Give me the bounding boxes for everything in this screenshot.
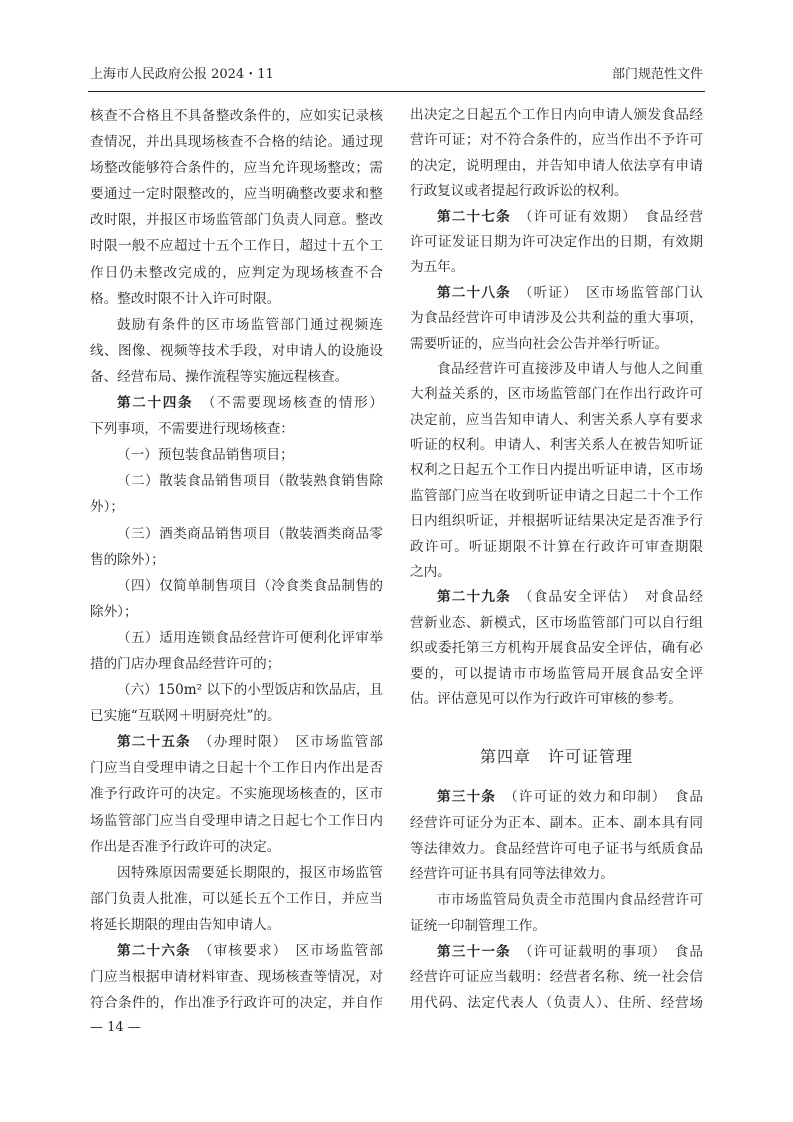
- line-text: （不需要现场核查的情形）: [193, 395, 383, 412]
- article-paragraph: [90, 938, 383, 1016]
- line-text: 场监管部门应当自受理申请之日起七个工作日内: [90, 812, 383, 829]
- line-text: 估。评估意见可以作为行政许可审核的参考。: [410, 690, 682, 707]
- line-text: 部门负责人批准，可以延长五个工作日，并应当: [90, 890, 383, 907]
- text-line: [90, 390, 383, 416]
- text-line: [410, 837, 703, 863]
- text-line: [410, 458, 703, 483]
- line-text: （听证） 区市场监管部门认: [510, 284, 703, 301]
- line-text: 需要听证的，应当向社会公告并举行听证。: [410, 335, 669, 352]
- line-text: 的决定，说明理由，并告知申请人依法享有申请: [410, 157, 703, 174]
- text-line: [90, 260, 383, 286]
- text-line: [90, 651, 383, 677]
- paragraph: [90, 312, 383, 390]
- line-text: （二）散装食品销售项目（散装熟食销售除: [117, 473, 383, 490]
- text-line: [410, 888, 703, 914]
- line-text: 备、经营布局、操作流程等实施远程核查。: [90, 368, 349, 385]
- text-line: [90, 625, 383, 651]
- line-text: 监管部门应当在收到听证申请之日起二十个工作: [410, 487, 703, 504]
- line-text: 要的，可以提请市市场监管局开展食品安全评: [410, 665, 703, 682]
- paragraph: [90, 521, 383, 573]
- line-text: 已实施“互联网＋明厨亮灶”的。: [90, 708, 281, 725]
- line-text: 经营许可证书具有同等法律效力。: [410, 866, 614, 883]
- line-text: 营新业态、新模式，区市场监管部门可以自行组: [410, 614, 703, 631]
- article-number: 第二十八条: [437, 284, 511, 301]
- line-text: 鼓励有条件的区市场监管部门通过视频连: [117, 316, 383, 333]
- paragraph: [90, 468, 383, 520]
- line-text: 下列事项，不需要进行现场核查：: [90, 421, 294, 438]
- article-paragraph: [410, 940, 703, 1017]
- line-text: 食品经营许可直接涉及申请人与他人之间重: [437, 360, 703, 377]
- line-text: 证统一印制管理工作。: [410, 917, 546, 934]
- line-text: （食品安全评估） 对食品经: [510, 589, 703, 606]
- paragraph: [90, 625, 383, 677]
- text-line: [410, 281, 703, 306]
- text-line: [90, 703, 383, 729]
- text-line: [90, 964, 383, 990]
- line-text: 为五年。: [410, 259, 465, 276]
- line-text: 许可证发证日期为许可决定作出的日期，有效期: [410, 233, 703, 250]
- text-line: [410, 357, 703, 382]
- text-line: [90, 494, 383, 520]
- article-paragraph: [90, 390, 383, 442]
- article-paragraph: [410, 585, 703, 712]
- article-paragraph: [410, 205, 703, 281]
- article-number: 第二十七条: [437, 208, 511, 225]
- line-text: 查情况，并出具现场核查不合格的结论。通过现: [90, 134, 383, 151]
- text-line: [90, 547, 383, 573]
- article-number: 第二十四条: [117, 395, 194, 412]
- line-text: （一）预包装食品销售项目；: [117, 447, 294, 464]
- text-line: [90, 938, 383, 964]
- right-column-top: [410, 103, 703, 712]
- line-text: 作出是否准予行政许可的决定。: [90, 838, 281, 855]
- line-text: （六）150m² 以下的小型饭店和饮品店，且: [117, 682, 383, 699]
- paragraph: [90, 860, 383, 938]
- text-line: [90, 912, 383, 938]
- text-line: [90, 103, 383, 129]
- text-line: [90, 808, 383, 834]
- text-line: [410, 785, 703, 811]
- line-text: 场整改能够符合条件的，应当允许现场整改；需: [90, 160, 383, 177]
- text-line: [410, 154, 703, 179]
- text-line: [410, 433, 703, 458]
- line-text: 织或委托第三方机构开展食品安全评估，确有必: [410, 640, 703, 657]
- text-line: [90, 729, 383, 755]
- text-line: [90, 990, 383, 1016]
- line-text: 日内组织听证，并根据听证结果决定是否准予行: [410, 513, 703, 530]
- line-text: 之内。: [410, 564, 451, 581]
- line-text: 要通过一定时限整改的，应当明确整改要求和整: [90, 186, 383, 203]
- line-text: 市市场监管局负责全市范围内食品经营许可: [437, 892, 703, 908]
- line-text: （许可证载明的事项） 食品: [510, 943, 703, 960]
- line-text: 除外）；: [90, 603, 138, 620]
- line-text: 措的门店办理食品经营许可的；: [90, 655, 281, 672]
- text-line: [410, 965, 703, 991]
- publication-header: 上海市人民政府公报 2024・11: [90, 67, 274, 82]
- text-line: [410, 484, 703, 509]
- text-line: [90, 834, 383, 860]
- text-line: [90, 312, 383, 338]
- line-text: 核查不合格且不具备整改条件的，应如实记录核: [90, 108, 383, 124]
- paragraph: [410, 357, 703, 586]
- line-text: （五）适用连锁食品经营许可便利化评审举: [117, 629, 383, 646]
- line-text: （四）仅简单制售项目（冷食类食品制售的: [117, 577, 383, 594]
- paragraph: [410, 103, 703, 205]
- paragraph: [90, 103, 383, 312]
- text-line: [90, 155, 383, 181]
- text-line: [90, 207, 383, 233]
- text-line: [90, 886, 383, 912]
- article-paragraph: [410, 281, 703, 357]
- text-line: [90, 129, 383, 155]
- line-text: 改时限，并报区市场监管部门负责人同意。整改: [90, 212, 383, 229]
- text-line: [410, 636, 703, 661]
- text-line: [410, 535, 703, 560]
- line-text: 用代码、法定代表人（负责人）、住所、经营场: [410, 995, 703, 1011]
- line-text: 将延长期限的理由告知申请人。: [90, 916, 281, 933]
- line-text: 行政复议或者提起行政诉讼的权利。: [410, 183, 628, 200]
- article-number: 第三十条: [437, 789, 497, 805]
- text-line: [410, 230, 703, 255]
- section-header: 部门规范性文件: [611, 67, 703, 82]
- text-line: [410, 687, 703, 712]
- chapter-heading: 第四章 许可证管理: [479, 747, 633, 766]
- text-line: [90, 755, 383, 781]
- line-text: 准予行政许可的决定。不实施现场核查的，区市: [90, 786, 383, 803]
- text-line: [90, 338, 383, 364]
- text-line: [410, 382, 703, 407]
- line-text: 决定前，应当告知申请人、利害关系人享有要求: [410, 411, 703, 428]
- article-number: 第二十九条: [437, 589, 511, 606]
- line-text: 时限一般不应超过十五个工作日，超过十五个工: [90, 238, 383, 255]
- text-line: [410, 560, 703, 585]
- paragraph: [90, 442, 383, 468]
- article-number: 第三十一条: [437, 943, 511, 960]
- text-line: [410, 509, 703, 534]
- line-text: （许可证有效期） 食品经营: [510, 208, 703, 225]
- line-text: （办理时限） 区市场监管部: [190, 734, 383, 751]
- line-text: 格。整改时限不计入许可时限。: [90, 290, 281, 307]
- text-line: [90, 286, 383, 312]
- text-line: [410, 585, 703, 610]
- line-text: （审核要求） 区市场监管部: [190, 943, 383, 959]
- text-line: [90, 599, 383, 625]
- line-text: 经营许可证应当载明：经营者名称、统一社会信: [410, 969, 703, 986]
- line-text: 大利益关系的，区市场监管部门在作出行政许可: [410, 386, 703, 403]
- text-line: [90, 364, 383, 390]
- line-text: 经营许可证分为正本、副本。正本、副本具有同: [410, 814, 703, 831]
- text-line: [90, 781, 383, 807]
- text-line: [410, 255, 703, 280]
- text-line: [90, 468, 383, 494]
- line-text: 权利之日起五个工作日内提出听证申请，区市场: [410, 462, 703, 479]
- line-text: （许可证的效力和印制） 食品: [496, 789, 703, 805]
- line-text: 为食品经营许可申请涉及公共利益的重大事项，: [410, 310, 703, 327]
- line-text: 门应当自受理申请之日起十个工作日内作出是否: [90, 760, 383, 777]
- text-line: [90, 233, 383, 259]
- text-line: [410, 205, 703, 230]
- text-line: [90, 860, 383, 886]
- page-number: — 14 —: [90, 1020, 141, 1035]
- article-paragraph: [410, 785, 703, 888]
- text-line: [90, 442, 383, 468]
- line-text: 外）；: [90, 499, 124, 516]
- line-text: 符合条件的，作出准予行政许可的决定，并自作: [90, 995, 383, 1012]
- line-text: 作日仍未整改完成的，应判定为现场核查不合: [90, 264, 383, 281]
- line-text: 出决定之日起五个工作日内向申请人颁发食品经: [410, 107, 703, 123]
- line-text: 因特殊原因需要延长期限的，报区市场监管: [117, 864, 383, 881]
- line-text: 等法律效力。食品经营许可电子证书与纸质食品: [410, 840, 703, 857]
- text-line: [410, 128, 703, 153]
- text-line: [410, 179, 703, 204]
- line-text: 线、图像、视频等技术手段，对申请人的设施设: [90, 342, 383, 359]
- text-line: [90, 573, 383, 599]
- right-column-bottom: [410, 785, 703, 1017]
- line-text: 门应当根据申请材料审查、现场核查等情况，对: [90, 969, 383, 986]
- text-line: [410, 914, 703, 940]
- text-line: [410, 611, 703, 636]
- text-line: [90, 677, 383, 703]
- text-line: [410, 408, 703, 433]
- text-line: [410, 862, 703, 888]
- paragraph: [90, 573, 383, 625]
- text-line: [410, 103, 703, 128]
- left-column: [90, 103, 383, 1016]
- article-number: 第二十六条: [117, 943, 191, 959]
- paragraph: [90, 677, 383, 729]
- text-line: [410, 662, 703, 687]
- text-line: [90, 181, 383, 207]
- text-line: [410, 991, 703, 1017]
- paragraph: [410, 888, 703, 940]
- line-text: （三）酒类商品销售项目（散装酒类商品零: [117, 525, 383, 542]
- text-line: [90, 416, 383, 442]
- text-line: [410, 811, 703, 837]
- line-text: 售的除外）；: [90, 551, 165, 568]
- article-paragraph: [90, 729, 383, 859]
- line-text: 营许可证；对不符合条件的，应当作出不予许可: [410, 132, 703, 149]
- line-text: 听证的权利。申请人、利害关系人在被告知听证: [410, 437, 703, 454]
- text-line: [410, 940, 703, 966]
- line-text: 政许可。听证期限不计算在行政许可审查期限: [410, 538, 703, 555]
- text-line: [410, 332, 703, 357]
- text-line: [410, 306, 703, 331]
- text-line: [90, 521, 383, 547]
- header-rule: [88, 91, 705, 92]
- article-number: 第二十五条: [117, 734, 191, 751]
